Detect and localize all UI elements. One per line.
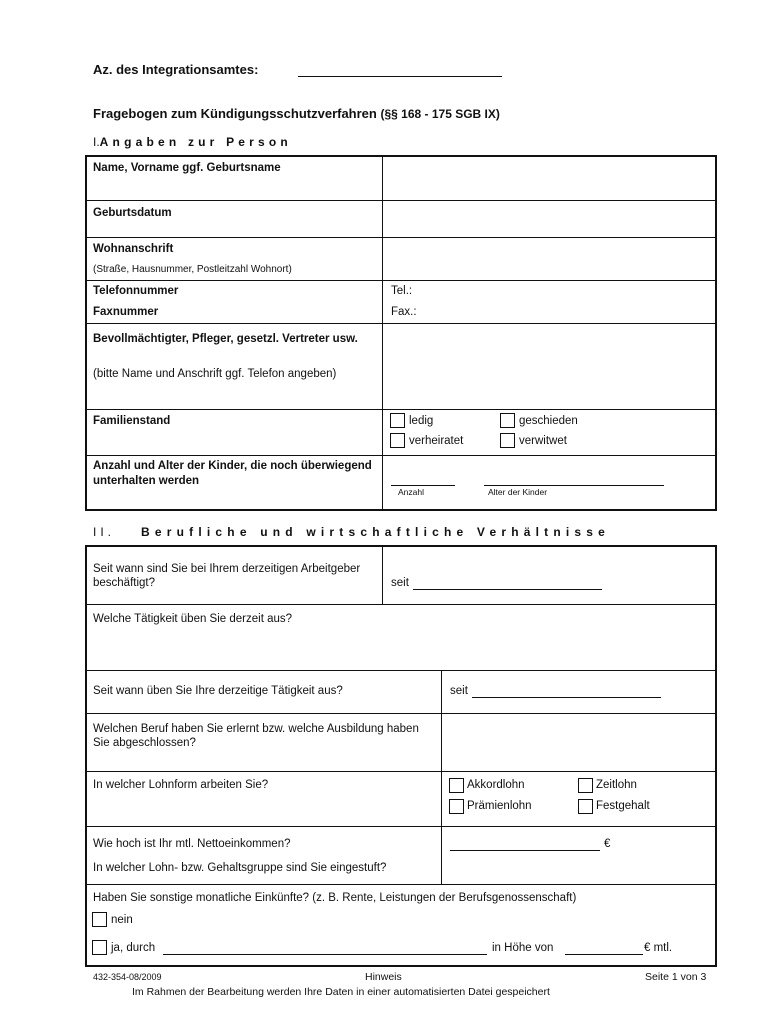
profession-field[interactable] (443, 715, 714, 770)
activity-since-field[interactable] (472, 697, 661, 698)
phone-field[interactable] (420, 283, 714, 301)
children-age-label: Alter der Kinder (488, 487, 548, 497)
ledig-label: ledig (409, 415, 434, 427)
address-hint: (Straße, Hausnummer, Postleitzahl Wohnort) (93, 264, 292, 275)
employment-divider-1 (382, 546, 383, 604)
verheiratet-label: verheiratet (409, 435, 464, 447)
form-title (93, 106, 500, 121)
yes-source-field[interactable] (163, 954, 487, 955)
children-count-label: Anzahl (398, 487, 424, 497)
section1-title: Angaben zur Person (99, 135, 292, 149)
representative-hint: (bitte Name und Anschrift ggf. Telefon angeben) (93, 368, 337, 380)
name-label: Name, Vorname ggf. Geburtsname (93, 162, 281, 174)
geschieden-label: geschieden (519, 415, 578, 427)
no-label: nein (111, 914, 133, 926)
address-label: Wohnanschrift (93, 243, 174, 255)
birthdate-label: Geburtsdatum (93, 207, 172, 219)
net-income-label: Wie hoch ist Ihr mtl. Nettoeinkommen? (93, 838, 291, 850)
footer-note-label: Hinweis (365, 971, 402, 983)
activity-since-label: Seit wann üben Sie Ihre derzeitige Tätigkeit aus? (93, 685, 343, 697)
yes-label: ja, durch (111, 942, 156, 954)
fax-prefix: Fax.: (391, 306, 417, 318)
children-age-field[interactable] (484, 485, 664, 486)
name-field[interactable] (384, 158, 714, 198)
amount-label: in Höhe von (492, 942, 554, 954)
profession-label: Welchen Beruf haben Sie erlernt bzw. welche Ausbildung haben Sie abgeschlossen? (93, 723, 419, 749)
net-income-field[interactable] (450, 850, 600, 851)
form-number: 432-354-08/2009 (93, 972, 162, 982)
section1-number: I. (93, 135, 100, 149)
wage-form-label: In welcher Lohnform arbeiten Sie? (93, 779, 269, 791)
person-table-divider (382, 156, 383, 510)
activity-field[interactable] (86, 630, 716, 668)
children-label: Anzahl und Alter der Kinder, die noch überwiegend unterhalten werden (93, 460, 372, 487)
verwitwet-label: verwitwet (519, 435, 567, 447)
section1-heading (93, 135, 292, 149)
net-income-currency: € (604, 838, 611, 850)
zeitlohn-checkbox[interactable] (578, 778, 593, 793)
no-checkbox[interactable] (92, 912, 107, 927)
ledig-checkbox[interactable] (390, 413, 405, 428)
az-input-line[interactable] (298, 76, 502, 77)
festgehalt-label: Festgehalt (596, 800, 650, 812)
yes-checkbox[interactable] (92, 940, 107, 955)
verwitwet-checkbox[interactable] (500, 433, 515, 448)
per-month-label: € mtl. (644, 942, 673, 954)
employed-since-label: Seit wann sind Sie bei Ihrem derzeitigen Arbeitgeber beschäftigt? (93, 563, 361, 589)
phone-label: Telefonnummer (93, 285, 179, 297)
phone-prefix: Tel.: (391, 285, 413, 297)
zeitlohn-label: Zeitlohn (596, 779, 637, 791)
geschieden-checkbox[interactable] (500, 413, 515, 428)
other-income-label: Haben Sie sonstige monatliche Einkünfte? (z. B. Rente, Leistungen der Berufsgenossenschaft) (93, 892, 577, 904)
address-field[interactable] (384, 239, 714, 279)
footer-note: Im Rahmen der Bearbeitung werden Ihre Daten in einer automatisierten Datei gespeichert (132, 986, 550, 998)
form-title-text: Fragebogen zum Kündigungsschutzverfahren (93, 106, 377, 121)
section2-heading (93, 525, 610, 539)
children-count-field[interactable] (391, 485, 455, 486)
page-number: Seite 1 von 3 (645, 971, 707, 983)
praemienlohn-label: Prämienlohn (467, 800, 532, 812)
festgehalt-checkbox[interactable] (578, 799, 593, 814)
representative-label: Bevollmächtigter, Pfleger, gesetzl. Vertreter usw. (93, 333, 358, 345)
employment-divider-2 (441, 670, 442, 884)
marital-label: Familienstand (93, 415, 171, 427)
employed-since-field[interactable] (413, 589, 602, 590)
fax-label: Faxnummer (93, 306, 159, 318)
verheiratet-checkbox[interactable] (390, 433, 405, 448)
fax-field[interactable] (420, 304, 714, 322)
wage-group-label: In welcher Lohn- bzw. Gehaltsgruppe sind Sie eingestuft? (93, 862, 387, 874)
akkordlohn-checkbox[interactable] (449, 778, 464, 793)
activity-label: Welche Tätigkeit üben Sie derzeit aus? (93, 613, 293, 625)
wage-group-field[interactable] (443, 858, 714, 882)
akkordlohn-label: Akkordlohn (467, 779, 525, 791)
praemienlohn-checkbox[interactable] (449, 799, 464, 814)
activity-since-prefix: seit (450, 685, 468, 697)
section2-title: Berufliche und wirtschaftliche Verhältnisse (141, 525, 611, 539)
employed-since-prefix: seit (391, 577, 409, 589)
form-title-ref: (§§ 168 - 175 SGB IX) (380, 107, 500, 121)
representative-field[interactable] (384, 325, 714, 408)
az-label: Az. des Integrationsamtes: (93, 62, 259, 77)
birthdate-field[interactable] (384, 202, 714, 236)
amount-field[interactable] (565, 954, 643, 955)
section2-number: II. (93, 525, 116, 539)
